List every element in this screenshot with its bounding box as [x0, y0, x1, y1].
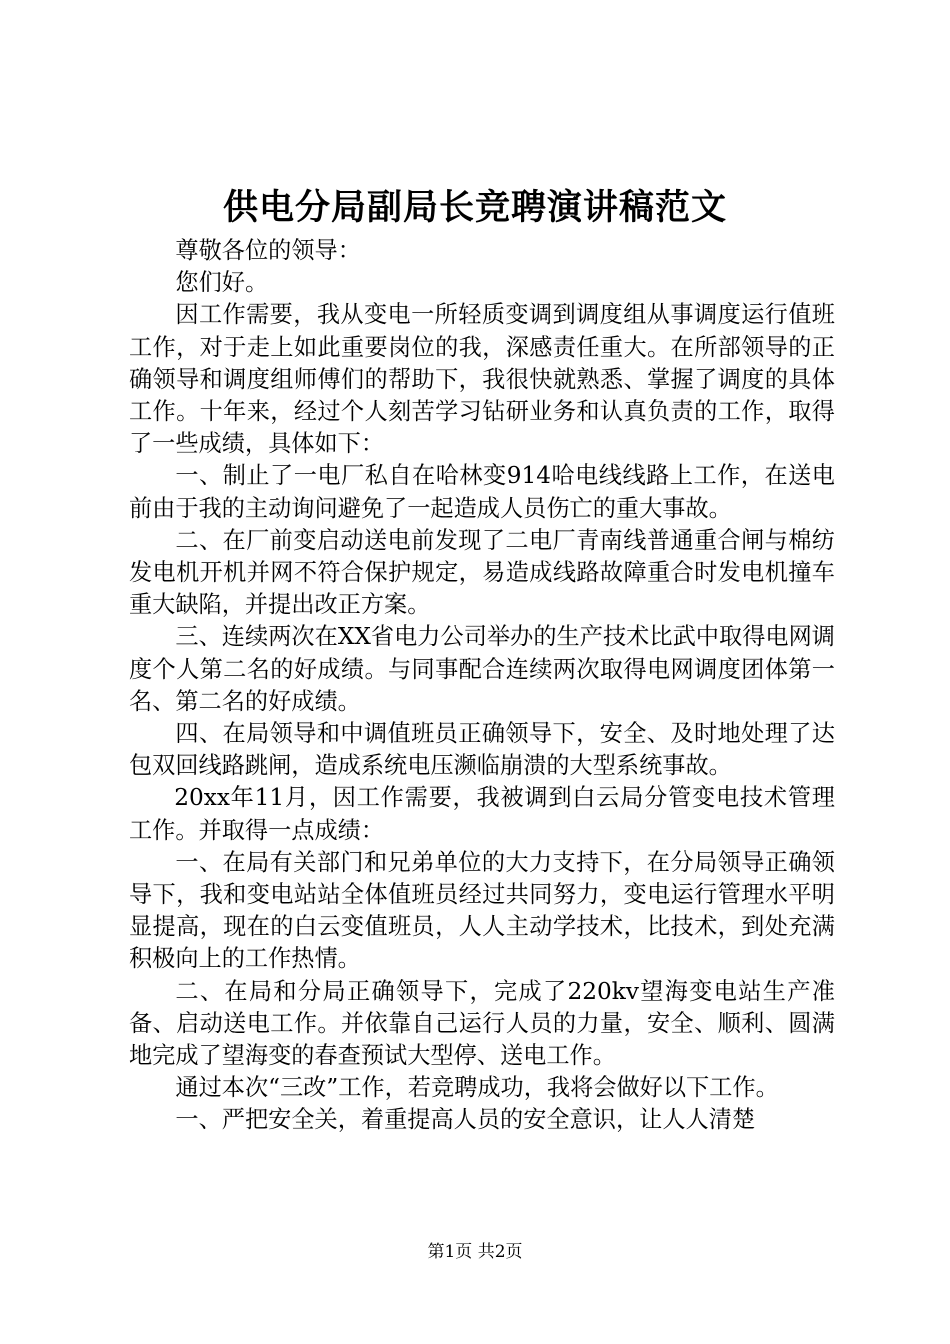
- document-body: [129, 235, 835, 1137]
- paragraph-intro: 因工作需要，我从变电一所轻质变调到调度组从事调度运行值班工作，对于走上如此重要岗位的我，深感责任重大。在所部领导的正确领导和调度组师傅们的帮助下，我很快就熟悉、掌握了调度的具体工作。十年来，经过个人刻苦学习钻研业务和认真负责的工作，取得了一些成绩，具体如下：: [129, 301, 835, 458]
- salutation: 尊敬各位的领导：: [175, 237, 361, 264]
- paragraph-achievement-3: 三、连续两次在XX省电力公司举办的生产技术比武中取得电网调度个人第二名的好成绩。与同事配合连续两次取得电网调度团体第一名、第二名的好成绩。: [129, 623, 835, 715]
- page-number: 第1页 共2页: [427, 1242, 523, 1262]
- paragraph-plan-intro: 通过本次“三改”工作，若竞聘成功，我将会做好以下工作。: [175, 1074, 779, 1102]
- paragraph-achievement-1: 一、制止了一电厂私自在哈林变914哈电线线路上工作，在送电前由于我的主动询问避免了一起造成人员伤亡的重大事故。: [129, 462, 835, 522]
- paragraph-achievement-2: 二、在厂前变启动送电前发现了二电厂青南线普通重合闸与棉纺发电机开机并网不符合保护规定，易造成线路故障重合时发电机撞车重大缺陷，并提出改正方案。: [129, 526, 835, 619]
- document-title: 供电分局副局长竞聘演讲稿范文: [222, 187, 727, 228]
- paragraph-achievement-4: 四、在局领导和中调值班员正确领导下，安全、及时地处理了达包双回线路跳闸，造成系统电压濒临崩溃的大型系统事故。: [129, 720, 835, 780]
- paragraph-plan-1: 一、严把安全关，着重提高人员的安全意识，让人人清楚: [175, 1106, 756, 1134]
- greeting: 您们好。: [175, 269, 269, 297]
- paragraph-baiyun-2: 二、在局和分局正确领导下，完成了220kv望海变电站生产准备、启动送电工作。并依靠自己运行人员的力量，安全、顺利、圆满地完成了望海变的春查预试大型停、送电工作。: [129, 977, 835, 1070]
- paragraph-transfer: 20xx年11月，因工作需要，我被调到白云局分管变电技术管理工作。并取得一点成绩：: [129, 784, 835, 844]
- paragraph-baiyun-1: 一、在局有关部门和兄弟单位的大力支持下，在分局领导正确领导下，我和变电站站全体值班员经过共同努力，变电运行管理水平明显提高，现在的白云变值班员，人人主动学技术，比技术，到处充满积极向上的工作热情。: [129, 848, 835, 973]
